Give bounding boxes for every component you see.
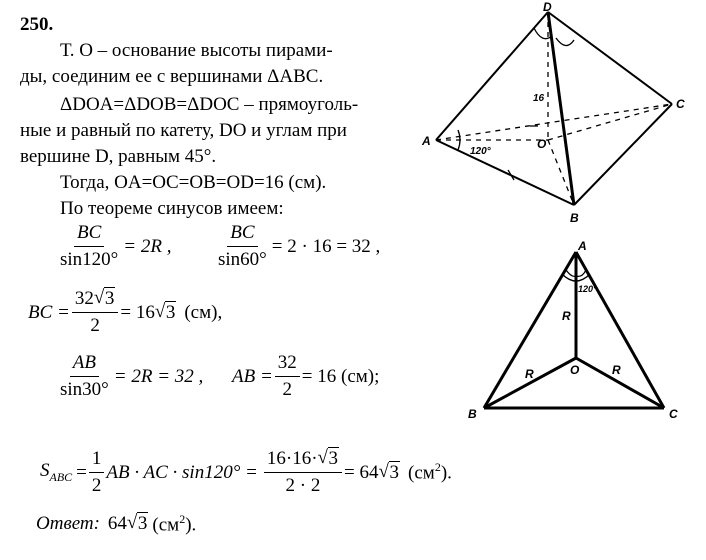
label-O: O (537, 137, 547, 151)
pyramid-figure (410, 0, 706, 230)
unit-text: (см (408, 462, 435, 484)
label-height: 16 (533, 93, 545, 104)
frac-denominator: sin30° (60, 379, 109, 400)
sqrt-icon: √ (154, 300, 166, 322)
frac-numerator: AB (70, 352, 99, 377)
area-result-coef: = 64 (344, 461, 379, 483)
edge-DB (548, 12, 574, 205)
label-angle: 120° (470, 146, 491, 157)
area-s: S (40, 460, 50, 482)
edge-DC (548, 12, 672, 104)
frac-numerator-coef: 32 (74, 288, 94, 309)
edge-AB (436, 140, 574, 205)
answer-line (36, 512, 196, 536)
formula-law-of-sines-2 (213, 222, 380, 271)
problem-number: 250. (20, 14, 54, 35)
formula-rhs: = 16 (см); (301, 365, 380, 387)
sqrt-icon: √ (93, 287, 105, 308)
frac-denominator: sin120° (60, 249, 119, 270)
text-line-6: Тогда, OA=OC=OB=OD=16 (см). (60, 172, 327, 193)
unit-end: ). (440, 462, 452, 484)
frac-denominator: 2 (91, 475, 102, 496)
sqrt-icon: √ (126, 512, 138, 534)
unit-end: ). (185, 514, 197, 536)
frac-numerator: BC (74, 222, 104, 247)
sqrt-radicand: 3 (328, 448, 339, 469)
sqrt-radicand: 3 (389, 461, 400, 483)
text-line-2: ды, соединим ее с вершинами ΔABC. (20, 66, 324, 87)
answer-unit (152, 512, 196, 536)
label-C: C (669, 407, 678, 421)
edge-BC (574, 104, 672, 205)
sqrt-radicand: 3 (104, 288, 115, 309)
label-C: C (676, 97, 685, 111)
sqrt-icon: √ (378, 460, 389, 482)
sqrt-radicand: 3 (165, 301, 176, 323)
label-angle: 120° (578, 284, 597, 294)
frac-denominator: 2 (282, 379, 293, 400)
edge-DA (436, 12, 548, 140)
label-R-OA: R (562, 309, 571, 323)
frac-denominator: 2 · 2 (285, 475, 321, 496)
frac-numerator: 32 (275, 352, 300, 377)
frac-numerator: 1 (89, 448, 105, 473)
label-A: A (578, 239, 587, 253)
area-middle: AB · AC · sin120° = (106, 461, 258, 483)
edge-AC-hidden (436, 104, 672, 140)
text-line-7: По теореме синусов имеем: (60, 198, 284, 219)
unit-superscript: 2 (179, 512, 186, 526)
label-A: A (422, 134, 431, 148)
formula-unit: (см), (184, 301, 223, 323)
formula-rhs: = 2R , (123, 235, 172, 257)
area-unit (408, 460, 452, 484)
label-D: D (543, 0, 552, 14)
formula-rhs: = 2 · 16 = 32 , (271, 235, 381, 257)
unit-superscript: 2 (434, 460, 441, 475)
formula-lhs: AB = (232, 365, 273, 387)
area-symbol (40, 460, 72, 485)
text-line-3: ΔDOA=ΔDOB=ΔDOC – прямоуголь- (60, 94, 359, 115)
text-line-5: вершине D, равным 45°. (20, 146, 217, 167)
triangle-figure (462, 236, 706, 426)
text-line-4: ные и равный по катету, DO и углам при (20, 120, 347, 141)
angle-arc-D-2 (556, 38, 574, 46)
formula-bc-value (28, 288, 222, 337)
formula-law-of-sines-1 (55, 222, 171, 271)
label-O: O (570, 363, 580, 377)
formula-area (40, 448, 452, 497)
area-equals: = (76, 461, 87, 483)
unit-text: (см (152, 514, 180, 536)
label-R-OC: R (612, 363, 621, 377)
answer-value: 64 (107, 513, 127, 535)
sqrt-radicand: 3 (137, 513, 148, 535)
formula-rhs: = 2R = 32 , (113, 365, 204, 387)
formula-ab-value (232, 352, 379, 401)
frac-numerator: BC (227, 222, 257, 247)
label-R-OB: R (525, 367, 534, 381)
formula-rhs-coef: = 16 (120, 301, 155, 323)
text-line-1: Т. О – основание высоты пирами- (60, 40, 333, 61)
frac-denominator: 2 (90, 315, 100, 336)
sqrt-icon: √ (317, 447, 328, 468)
frac-denominator: sin60° (218, 249, 267, 270)
label-B: B (468, 407, 477, 421)
area-subscript: ABC (49, 469, 73, 484)
answer-label: Ответ: (36, 513, 100, 535)
formula-lhs: BC = (28, 301, 70, 323)
label-B: B (570, 211, 579, 225)
frac-numerator: 16·16· (266, 448, 318, 469)
formula-ab-law-of-sines (55, 352, 203, 401)
